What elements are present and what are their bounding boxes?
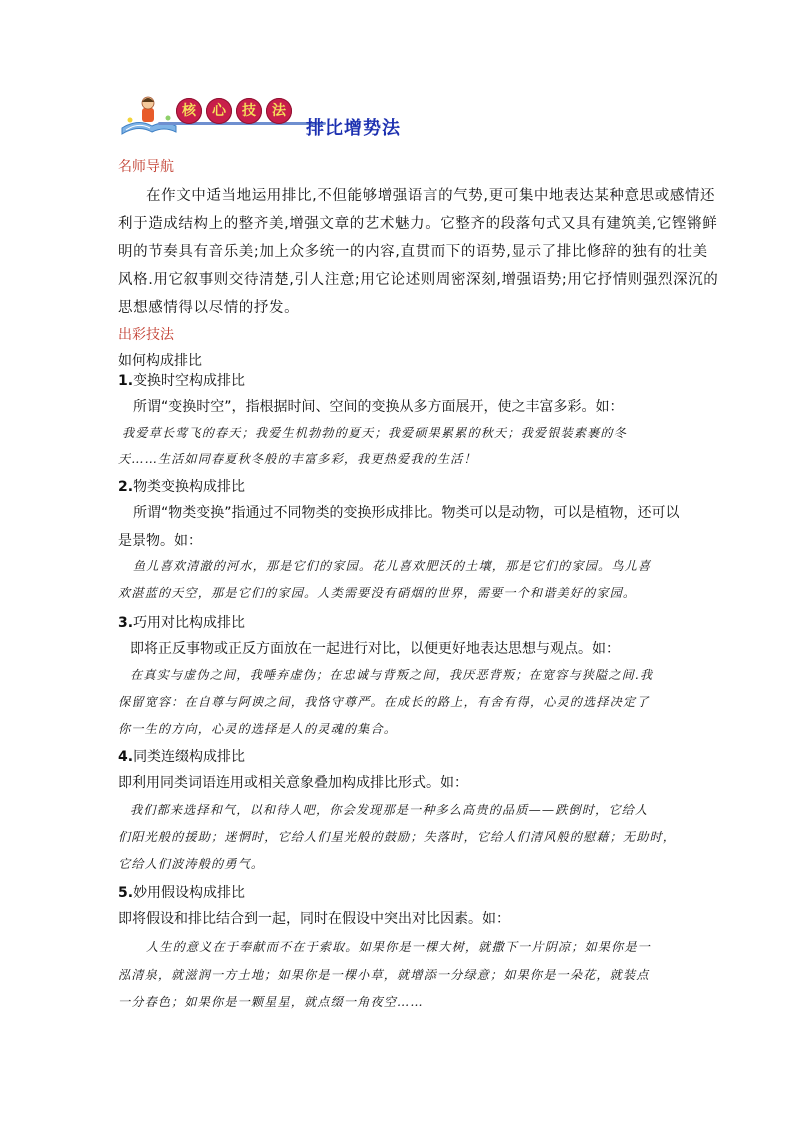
paragraph-line: 思想感情得以尽情的抒发。 bbox=[118, 300, 300, 316]
section-heading: 名师导航 bbox=[118, 159, 174, 175]
example-line: 保留宽容：在自尊与阿谀之间，我恪守尊严。在成长的路上，有舍有得，心灵的选择决定了 bbox=[118, 695, 650, 709]
example-line: 我们都来选择和气，以和待人吧，你会发现那是一种多么高贵的品质——跌倒时，它给人 bbox=[130, 803, 649, 817]
section-heading: 出彩技法 bbox=[118, 327, 174, 343]
paragraph-line: 在作文中适当地运用排比,不但能够增强语言的气势,更可集中地表达某种意思或感情还 bbox=[146, 188, 716, 204]
example-line: 天……生活如同春夏秋冬般的丰富多彩，我更热爱我的生活！ bbox=[118, 452, 477, 466]
badge-char: 技 bbox=[236, 98, 262, 124]
paragraph-line: 风格.用它叙事则交待清楚,引人注意;用它论述则周密深刻,增强语势;用它抒情则强烈深沉的 bbox=[118, 272, 719, 288]
item-number: 5. bbox=[118, 885, 134, 901]
item-number: 1. bbox=[118, 373, 134, 389]
item-heading bbox=[118, 476, 245, 496]
example-line: 欢湛蓝的天空，那是它们的家园。人类需要没有硝烟的世界，需要一个和谐美好的家园。 bbox=[118, 586, 637, 600]
item-heading bbox=[118, 746, 245, 766]
item-description: 即将假设和排比结合到一起，同时在假设中突出对比因素。如： bbox=[118, 911, 510, 927]
example-line: 人生的意义在于奉献而不在于索取。如果你是一棵大树，就撒下一片阴凉；如果你是一 bbox=[146, 940, 651, 954]
page-title: 排比增势法 bbox=[306, 118, 401, 139]
example-line: 它给人们波涛般的勇气。 bbox=[118, 857, 265, 871]
item-heading bbox=[118, 882, 245, 902]
item-description: 即将正反事物或正反方面放在一起进行对比，以便更好地表达思想与观点。如： bbox=[130, 641, 620, 657]
paragraph-line: 明的节奏具有音乐美;加上众多统一的内容,直贯而下的语势,显示了排比修辞的独有的壮美 bbox=[118, 244, 708, 260]
badge-char: 核 bbox=[176, 98, 202, 124]
example-line: 鱼儿喜欢清澈的河水，那是它们的家园。花儿喜欢肥沃的土壤，那是它们的家园。鸟儿喜 bbox=[133, 559, 652, 573]
subheading: 如何构成排比 bbox=[118, 353, 202, 369]
item-number: 4. bbox=[118, 749, 134, 765]
example-line: 泓清泉，就滋润一方土地；如果你是一棵小草，就增添一分绿意；如果你是一朵花，就装点 bbox=[118, 968, 650, 982]
item-description: 是景物。如： bbox=[118, 533, 202, 549]
paragraph-line: 利于造成结构上的整齐美,增强文章的艺术魅力。它整齐的段落句式又具有建筑美,它铿锵鲜 bbox=[118, 216, 718, 232]
item-number: 3. bbox=[118, 615, 134, 631]
item-title: 物类变换构成排比 bbox=[133, 479, 246, 495]
example-line: 你一生的方向，心灵的选择是人的灵魂的集合。 bbox=[118, 722, 398, 736]
badge-char: 法 bbox=[266, 98, 292, 124]
example-line: 我爱草长莺飞的春天；我爱生机勃勃的夏天；我爱硕果累累的秋天；我爱银装素裹的冬 bbox=[122, 426, 627, 440]
item-number: 2. bbox=[118, 479, 134, 495]
section-header bbox=[118, 94, 538, 138]
example-line: 一分春色；如果你是一颗星星，就点缀一角夜空…… bbox=[118, 995, 424, 1009]
item-heading bbox=[118, 370, 245, 390]
item-title: 变换时空构成排比 bbox=[133, 373, 246, 389]
badge-group bbox=[176, 98, 292, 124]
badge-char: 心 bbox=[206, 98, 232, 124]
item-title: 妙用假设构成排比 bbox=[133, 885, 246, 901]
item-description: 所谓“变换时空”，指根据时间、空间的变换从多方面展开，使之丰富多彩。如： bbox=[133, 399, 624, 415]
reading-figure-logo bbox=[118, 94, 178, 138]
item-title: 巧用对比构成排比 bbox=[133, 615, 246, 631]
item-description: 所谓“物类变换”指通过不同物类的变换形成排比。物类可以是动物，可以是植物，还可以 bbox=[133, 505, 680, 521]
item-title: 同类连缀构成排比 bbox=[133, 749, 246, 765]
item-heading bbox=[118, 612, 245, 632]
example-line: 在真实与虚伪之间，我唾弃虚伪；在忠诚与背叛之间，我厌恶背叛；在宽容与狭隘之间.我 bbox=[130, 668, 654, 682]
item-description: 即利用同类词语连用或相关意象叠加构成排比形式。如： bbox=[118, 775, 468, 791]
example-line: 们阳光般的援助；迷惘时，它给人们星光般的鼓励；失落时，它给人们清风般的慰藉；无助时， bbox=[118, 830, 677, 844]
